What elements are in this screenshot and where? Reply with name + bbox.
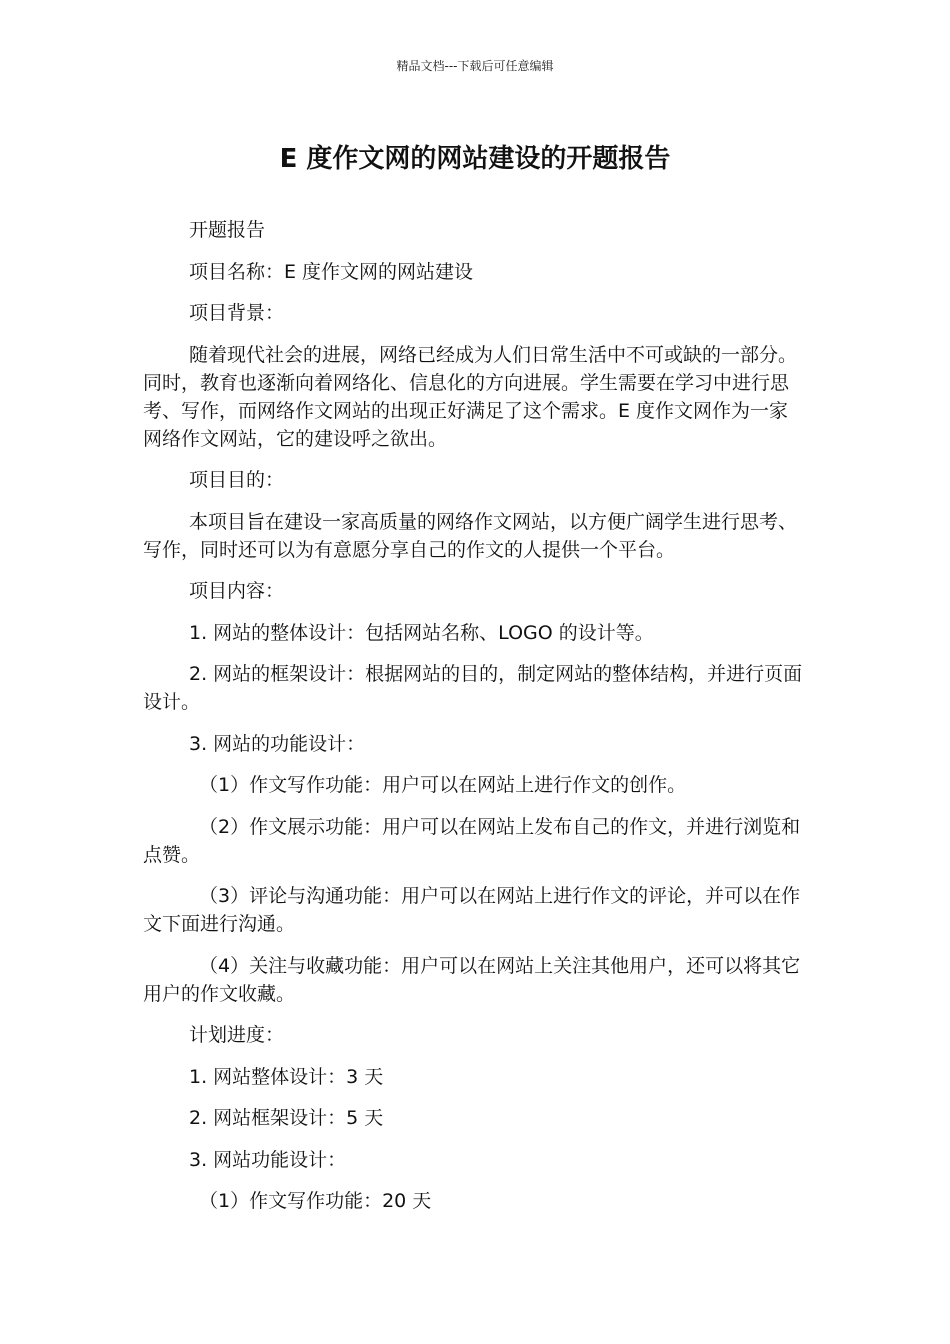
paragraph-feature-comments: （3）评论与沟通功能：用户可以在网站上进行作文的评论，并可以在作文下面进行沟通。 <box>143 885 801 935</box>
paragraph-background-heading: 项目背景： <box>189 302 285 324</box>
paragraph-feature-writing: （1）作文写作功能：用户可以在网站上进行作文的创作。 <box>199 774 687 796</box>
paragraph-purpose-body: 本项目旨在建设一家高质量的网络作文网站，以方便广阔学生进行思考、写作，同时还可以为有意愿分享自己的作文的人提供一个平台。 <box>143 510 798 561</box>
paragraph-feature-display: （2）作文展示功能：用户可以在网站上发布自己的作文，并进行浏览和点赞。 <box>143 815 801 866</box>
paragraph-schedule-item-2: 2. 网站框架设计：5 天 <box>189 1107 384 1129</box>
paragraph-content-heading: 项目内容： <box>189 580 285 602</box>
paragraph-feature-follow: （4）关注与收藏功能：用户可以在网站上关注其他用户，还可以将其它用户的作文收藏。 <box>143 954 801 1005</box>
paragraph-content-item-1: 1. 网站的整体设计：包括网站名称、LOGO 的设计等。 <box>189 621 654 644</box>
paragraph-project-name: 项目名称：E 度作文网的网站建设 <box>189 260 474 283</box>
document-title: E 度作文网的网站建设的开题报告 <box>279 144 671 174</box>
paragraph-content-item-3: 3. 网站的功能设计： <box>189 732 366 755</box>
paragraph-content-item-2: 2. 网站的框架设计：根据网站的目的，制定网站的整体结构，并进行页面设计。 <box>143 663 803 713</box>
paragraph-schedule-item-1: 1. 网站整体设计：3 天 <box>189 1065 384 1088</box>
paragraph-schedule-writing: （1）作文写作功能：20 天 <box>199 1190 432 1212</box>
paragraph-report-label: 开题报告 <box>189 219 266 241</box>
paragraph-schedule-heading: 计划进度： <box>189 1024 285 1046</box>
paragraph-schedule-item-3: 3. 网站功能设计： <box>189 1148 347 1171</box>
document-body <box>143 216 805 1229</box>
page-header-note: 精品文档---下载后可任意编辑 <box>396 59 554 73</box>
paragraph-purpose-heading: 项目目的： <box>189 469 285 491</box>
paragraph-background-body: 随着现代社会的进展，网络已经成为人们日常生活中不可或缺的一部分。同时，教育也逐渐向着网络化、信息化的方向进展。学生需要在学习中进行思考、写作，而网络作文网站的出现正好满足了这个需求。E 度作文网作为一家网络作文网站，它的建设呼之欲出。 <box>143 343 798 450</box>
